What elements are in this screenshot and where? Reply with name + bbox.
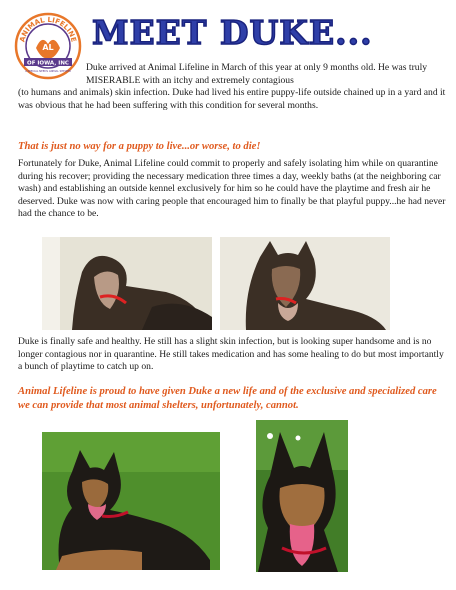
logo-banner-text: OF IOWA, INC bbox=[27, 60, 69, 67]
callout-new-life: Animal Lifeline is proud to have given Duke a new life and of the exclusive and specialized care we can provide that most animal shelters, unfortunately, cannot. bbox=[18, 386, 437, 411]
page-title: MEET DUKE... bbox=[92, 13, 373, 52]
duke-photo-grass-closeup bbox=[256, 420, 348, 572]
duke-photo-quarantine-1 bbox=[42, 237, 212, 330]
duke-photo-grass-lying bbox=[42, 432, 220, 570]
status-paragraph: Duke is finally safe and healthy. He still has a slight skin infection, but is looking super handsome and is no longer contagious nor in quarantine. He still takes medication and has some healing to do but most importantly a bunch of playtime to catch up on. bbox=[18, 336, 444, 373]
logo-center-text: AL bbox=[42, 43, 54, 52]
logo-top-text: ANIMAL LIFELINE bbox=[18, 15, 78, 43]
intro-paragraph: Duke arrived at Animal Lifeline in March of this year at only 9 months old. He was truly MISERABLE with an itchy and extremely contagious bbox=[86, 62, 428, 86]
recovery-paragraph: Fortunately for Duke, Animal Lifeline could commit to properly and safely isolating him while on quarantine during his recover; providing the necessary medication three times a day, weekly baths (at the neighboring car wash) and establishing an outside kennel exclusively for him so he could have the playtime and fresh air he deserved. Duke was now with caring people that encouraged him to finally be that playful puppy...he had never had the chance to be. bbox=[18, 158, 446, 220]
intro-paragraph-continued: (to humans and animals) skin infection. Duke had lived his entire puppy-life outside chained up in a yard and it was obvious that he had been suffering with this condition for several months. bbox=[18, 87, 446, 111]
duke-photo-quarantine-2 bbox=[220, 237, 390, 330]
callout-no-way-to-live: That is just no way for a puppy to live...or worse, to die! bbox=[18, 141, 261, 152]
animal-lifeline-logo bbox=[14, 12, 82, 80]
logo-bottom-text: A SPECIAL NEEDS ANIMAL SHELTER bbox=[25, 70, 71, 73]
